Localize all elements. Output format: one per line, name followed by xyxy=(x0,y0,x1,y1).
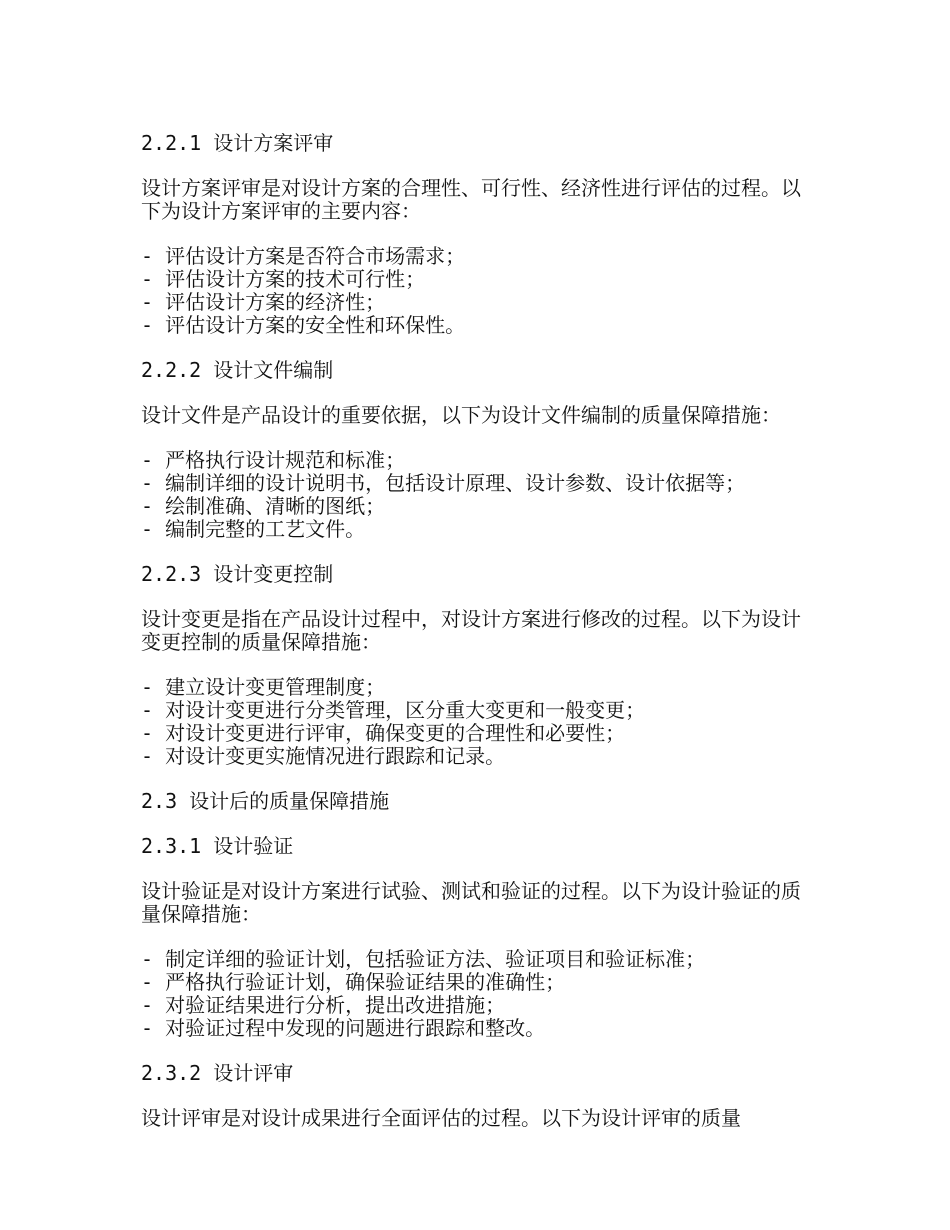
section-paragraph: 设计方案评审是对设计方案的合理性、可行性、经济性进行评估的过程。以下为设计方案评审的主要内容： xyxy=(141,176,801,223)
list-item: - 评估设计方案是否符合市场需求； xyxy=(141,244,466,268)
section-heading: 2.2.3 设计变更控制 xyxy=(141,562,334,586)
section-2-2-3 xyxy=(141,563,801,768)
section-paragraph: 设计评审是对设计成果进行全面评估的过程。以下为设计评审的质量 xyxy=(141,1106,741,1130)
list-item: - 评估设计方案的经济性； xyxy=(141,290,386,314)
section-heading: 2.3.1 设计验证 xyxy=(141,834,294,858)
list-item: - 对验证结果进行分析，提出改进措施； xyxy=(141,993,506,1017)
list-item: - 编制完整的工艺文件。 xyxy=(141,517,366,541)
section-2-3 xyxy=(141,790,801,813)
list-item: - 严格执行验证计划，确保验证结果的准确性； xyxy=(141,970,566,994)
bullet-list xyxy=(141,948,801,1040)
bullet-list xyxy=(141,245,801,337)
list-item: - 评估设计方案的安全性和环保性。 xyxy=(141,313,466,337)
list-item: - 对验证过程中发现的问题进行跟踪和整改。 xyxy=(141,1016,546,1040)
list-item: - 评估设计方案的技术可行性； xyxy=(141,267,426,291)
bullet-list xyxy=(141,676,801,768)
list-item: - 建立设计变更管理制度； xyxy=(141,675,386,699)
section-heading: 2.3.2 设计评审 xyxy=(141,1061,294,1085)
list-item: - 绘制准确、清晰的图纸； xyxy=(141,494,386,518)
document-page xyxy=(141,132,801,1130)
section-heading: 2.2.2 设计文件编制 xyxy=(141,358,334,382)
list-item: - 对设计变更实施情况进行跟踪和记录。 xyxy=(141,744,506,768)
section-2-2-2 xyxy=(141,359,801,541)
section-paragraph: 设计验证是对设计方案进行试验、测试和验证的过程。以下为设计验证的质量保障措施： xyxy=(141,879,801,926)
section-heading: 2.2.1 设计方案评审 xyxy=(141,131,334,155)
list-item: - 对设计变更进行评审，确保变更的合理性和必要性； xyxy=(141,721,626,745)
section-2-3-2 xyxy=(141,1062,801,1130)
list-item: - 严格执行设计规范和标准； xyxy=(141,448,406,472)
list-item: - 编制详细的设计说明书，包括设计原理、设计参数、设计依据等； xyxy=(141,471,746,495)
bullet-list xyxy=(141,449,801,541)
section-paragraph: 设计文件是产品设计的重要依据，以下为设计文件编制的质量保障措施： xyxy=(141,403,781,427)
list-item: - 对设计变更进行分类管理，区分重大变更和一般变更； xyxy=(141,698,646,722)
section-heading: 2.3 设计后的质量保障措施 xyxy=(141,789,390,813)
section-paragraph: 设计变更是指在产品设计过程中，对设计方案进行修改的过程。以下为设计变更控制的质量保障措施： xyxy=(141,607,801,654)
section-2-3-1 xyxy=(141,835,801,1040)
list-item: - 制定详细的验证计划，包括验证方法、验证项目和验证标准； xyxy=(141,947,706,971)
section-2-2-1 xyxy=(141,132,801,337)
